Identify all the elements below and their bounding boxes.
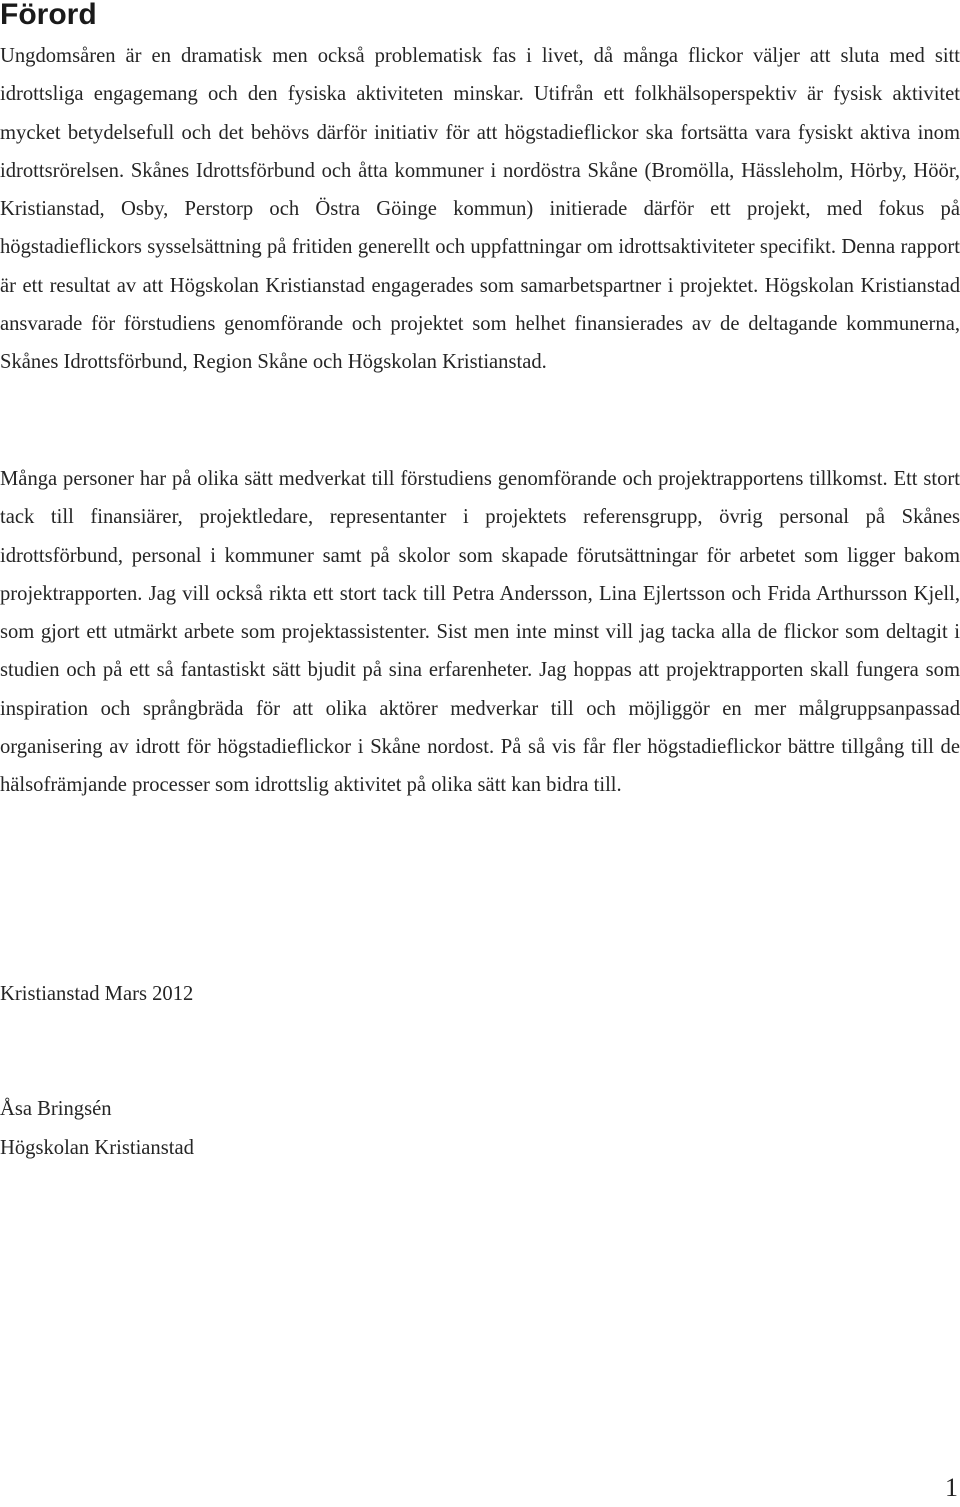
page-number: 1	[945, 1473, 958, 1502]
paragraph-acknowledgements: Många personer har på olika sätt medverkat till förstudiens genomförande och projektrapportens tillkomst. Ett stort tack till finansiärer, projektledare, representanter i projektets referensgrupp, övrig personal på Skånes idrottsförbund, personal i kommuner samt på skolor som skapade förutsättningar för arbetet som ligger bakom projektrapporten. Jag vill också rikta ett stort tack till Petra Andersson, Lina Ejlertsson och Frida Arthursson Kjell, som gjort ett utmärkt arbete som projektassistenter. Sist men inte minst vill jag tacka alla de flickor som deltagit i studien och på ett så fantastiskt sätt bjudit på sina erfarenheter. Jag hoppas att projektrapporten skall fungera som inspiration och språngbräda för att olika aktörer medverkar till och möjliggör en mer målgruppsanpassad organisering av idrott för högstadieflickor i Skåne nordost. På så vis får fler högstadieflickor bättre tillgång till de hälsofrämjande processer som idrottslig aktivitet på olika sätt kan bidra till.	[0, 468, 960, 797]
page-title: Förord	[0, 0, 97, 31]
author-affiliation: Högskolan Kristianstad	[0, 1137, 194, 1159]
author-name: Åsa Bringsén	[0, 1098, 112, 1120]
place-date: Kristianstad Mars 2012	[0, 983, 194, 1005]
paragraph-intro: Ungdomsåren är en dramatisk men också problematisk fas i livet, då många flickor väljer att sluta med sitt idrottsliga engagemang och den fysiska aktiviteten minskar. Utifrån ett folkhälsoperspektiv är fysisk aktivitet mycket betydelsefull och det behövs därför initiativ för att högstadieflickor ska fortsätta vara fysiskt aktiva inom idrottsrörelsen. Skånes Idrottsförbund och åtta kommuner i nordöstra Skåne (Bromölla, Hässleholm, Hörby, Höör, Kristianstad, Osby, Perstorp och Östra Göinge kommun) initierade därför ett projekt, med fokus på högstadieflickors sysselsättning på fritiden generellt och uppfattningar om idrottsaktiviteter specifikt. Denna rapport är ett resultat av att Högskolan Kristianstad engagerades som samarbetspartner i projektet. Högskolan Kristianstad ansvarade för förstudiens genomförande och projektet som helhet finansierades av de deltagande kommunerna, Skånes Idrottsförbund, Region Skåne och Högskolan Kristianstad.	[0, 45, 960, 374]
